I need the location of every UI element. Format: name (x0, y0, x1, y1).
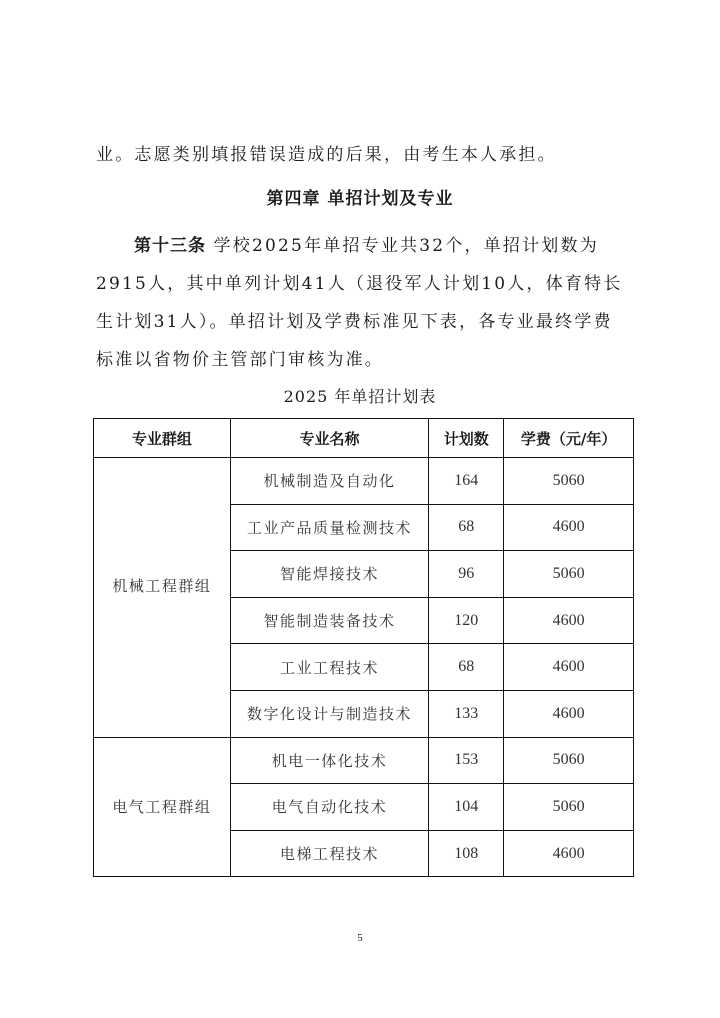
major-cell: 工业产品质量检测技术 (230, 504, 429, 551)
major-cell: 数字化设计与制造技术 (230, 690, 429, 737)
plan-cell: 153 (429, 737, 504, 784)
fee-cell: 5060 (504, 784, 634, 831)
major-cell: 智能制造装备技术 (230, 597, 429, 644)
table-row (94, 737, 634, 784)
article-label: 第十三条 (134, 236, 206, 256)
plan-cell: 120 (429, 597, 504, 644)
group-cell: 电气工程群组 (94, 737, 231, 877)
major-cell: 智能焊接技术 (230, 551, 429, 598)
paragraph-line: 生计划31人）。单招计划及学费标准见下表，各专业最终学费 (96, 312, 613, 332)
fee-cell: 5060 (504, 458, 634, 505)
fee-cell: 4600 (504, 830, 634, 877)
fee-cell: 4600 (504, 690, 634, 737)
major-cell: 机电一体化技术 (230, 737, 429, 784)
header-group: 专业群组 (94, 419, 231, 458)
chapter-heading: 第四章 单招计划及专业 (266, 189, 454, 209)
major-cell: 工业工程技术 (230, 644, 429, 691)
paragraph-line: 业。志愿类别填报错误造成的后果，由考生本人承担。 (96, 145, 557, 165)
paragraph-line: 2915人，其中单列计划41人（退役军人计划10人，体育特长 (96, 274, 623, 294)
table-row (94, 458, 634, 505)
plan-cell: 68 (429, 644, 504, 691)
article-text: 学校2025年单招专业共32个，单招计划数为 (206, 236, 599, 256)
plan-cell: 133 (429, 690, 504, 737)
table-caption: 2025 年单招计划表 (283, 387, 437, 406)
enrollment-plan-table (93, 418, 634, 877)
plan-cell: 104 (429, 784, 504, 831)
fee-cell: 4600 (504, 644, 634, 691)
plan-cell: 68 (429, 504, 504, 551)
major-cell: 电梯工程技术 (230, 830, 429, 877)
plan-cell: 96 (429, 551, 504, 598)
page-number: 5 (357, 932, 363, 944)
major-cell: 电气自动化技术 (230, 784, 429, 831)
plan-cell: 164 (429, 458, 504, 505)
article-paragraph-line (134, 231, 599, 256)
group-cell: 机械工程群组 (94, 458, 231, 738)
header-major: 专业名称 (230, 419, 429, 458)
major-cell: 机械制造及自动化 (230, 458, 429, 505)
header-plan: 计划数 (429, 419, 504, 458)
paragraph-line: 标准以省物价主管部门审核为准。 (96, 350, 384, 370)
plan-cell: 108 (429, 830, 504, 877)
fee-cell: 4600 (504, 597, 634, 644)
fee-cell: 5060 (504, 737, 634, 784)
header-fee: 学费（元/年） (504, 419, 634, 458)
fee-cell: 4600 (504, 504, 634, 551)
table-header-row (94, 419, 634, 458)
fee-cell: 5060 (504, 551, 634, 598)
